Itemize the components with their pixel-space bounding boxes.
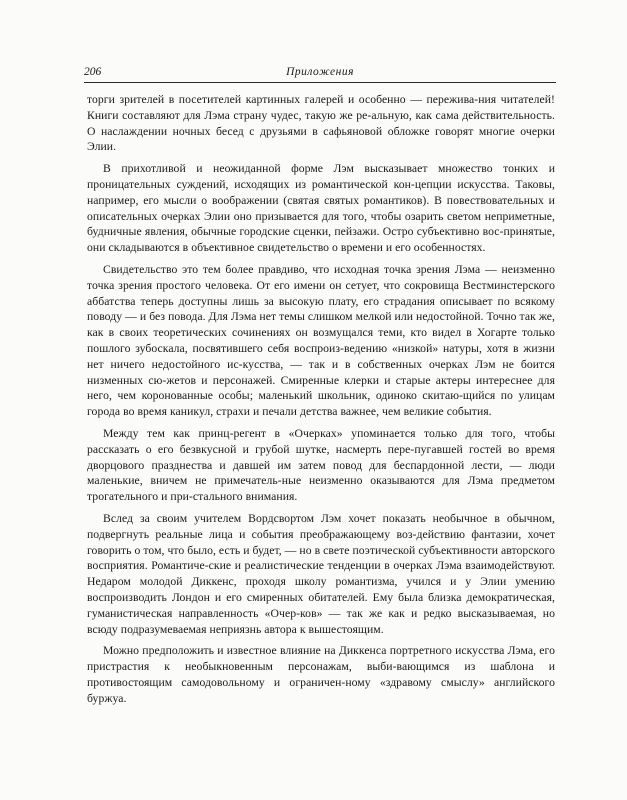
paragraph-4: Между тем как принц-регент в «Очерках» упоминается только для того, чтобы рассказать о его безвкусной и грубой шутке, насмерть пере-пугавшей гостей во время дворцового празднества и давшей им затем повод для беспардонной лести, — люди маленькие, вничем не примечатель-ные неизменно оказываются для Лэма предметом трогательного и при-стального внимания. <box>87 426 555 504</box>
section-title: Приложения <box>286 66 354 78</box>
paragraph-1: торги зрителей в посетителей картинных галерей и особенно — пережива-ния читателей! Книги составляют для Лэма страну чудес, такую же ре-альную, как сама действительность. О наслаждении ночных бесед с друзьями в сафьяновой обложке говорят многие очерки Элии. <box>87 93 555 154</box>
paragraph-2: В прихотливой и неожиданной форме Лэм высказывает множество тонких и проницательных суждений, исходящих из романтической кон-цепции искусства. Таковы, например, его мысли о воображении (святая святых романтиков). В повествовательных и описательных очерках Элии оно призывается для того, чтобы озарить светом неприметные, будничные явления, обычные городские сценки, пейзажи. Остро субъективно вос-принятые, они складываются в объективное свидетельство о времени и его особенностях. <box>87 162 555 255</box>
paragraph-3: Свидетельство это тем более правдиво, что исходная точка зрения Лэма — неизменно точка зрения простого человека. От его имени он сетует, что сокровища Вестминстерского аббатства теперь доступны лишь за высокую плату, его страдания описывает по всякому поводу — и без повода. Для Лэма нет темы слишком мелкой или недостойной. Точно так же, как в своих теоретических сочинениях он возмущался теми, кто видел в Хогарте только пошлого зубоскала, посвятившего себя воспроиз-ведению «низкой» натуры, хотя в жизни нет ничего недостойного ис-кусства, — так и в собственных очерках Лэм не боится низменных сю-жетов и персонажей. Смиренные клерки и старые актеры интереснее для него, чем коронованные особы; маленький школьник, одиноко скитаю-щийся по улицам города во время каникул, страхи и печали детства важнее, чем великие события. <box>87 262 555 419</box>
page-number: 206 <box>84 66 102 78</box>
running-head <box>84 66 556 80</box>
paragraph-5: Вслед за своим учителем Вордсвортом Лэм хочет показать необычное в обычном, подвергнуть реальные лица и события преображающему воз-действию фантазии, хочет говорить о том, что было, есть и будет, — но в свете поэтической субъективности авторского восприятия. Романтиче-ские и реалистические тенденции в очерках Лэма взаимодействуют. Недаром молодой Диккенс, проходя школу романтизма, учился и у Элии умению воспроизводить Лондон и его смиренных обитателей. Ему была близка демократическая, гуманистическая направленность «Очер-ков» — так же как и редко высказываемая, но всюду подразумеваемая неприязнь автора к вышестоящим. <box>87 511 555 636</box>
header-rule <box>84 82 556 83</box>
body-text <box>87 92 555 712</box>
paragraph-6: Можно предположить и известное влияние на Диккенса портретного искусства Лэма, его пристрастия к необыкновенным персонажам, выби-вающимся из шаблона и противостоящим самодовольному и ограничен-ному «здравому смыслу» английского буржуа. <box>87 644 555 705</box>
